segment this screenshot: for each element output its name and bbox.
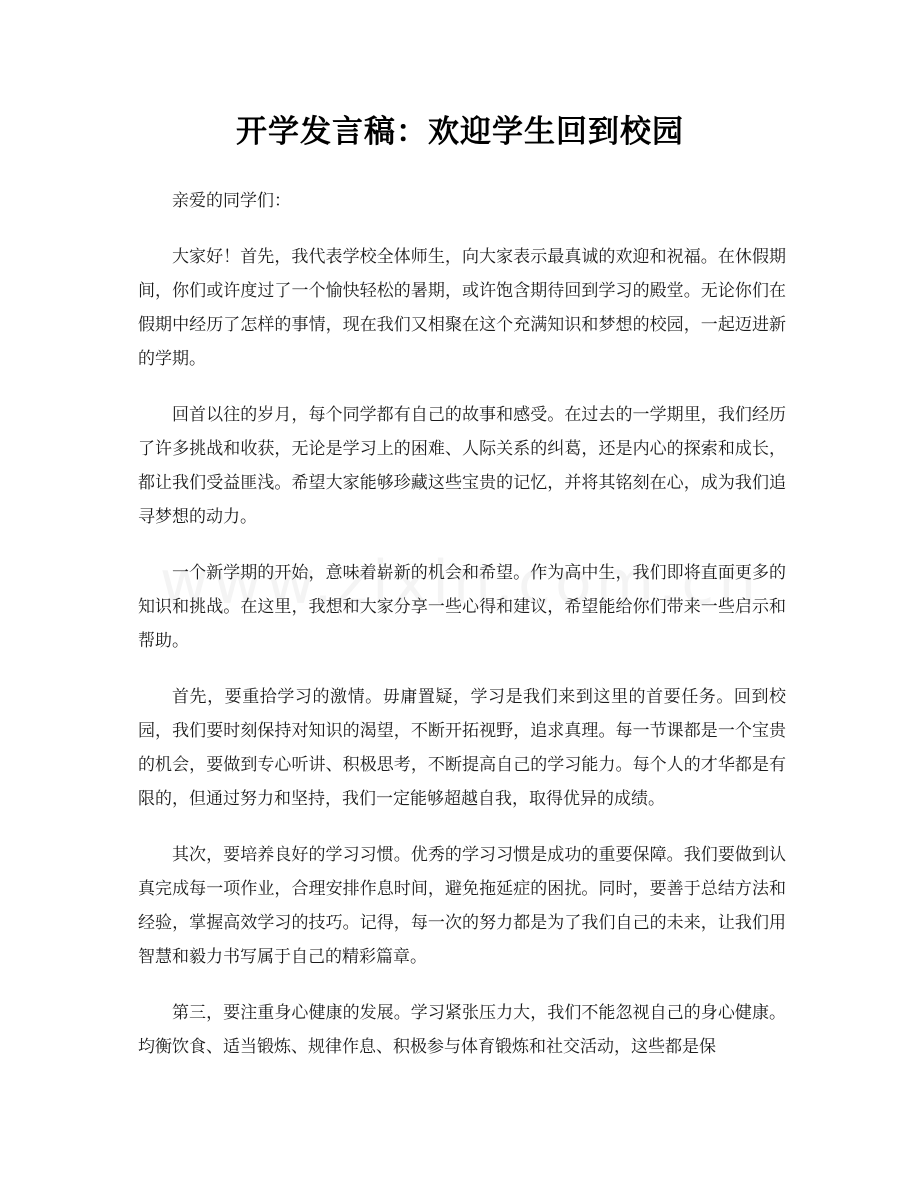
body-paragraph: 其次，要培养良好的学习习惯。优秀的学习习惯是成功的重要保障。我们要做到认真完成每一项作业，合理安排作息时间，避免拖延症的困扰。同时，要善于总结方法和经验，掌握高效学习的技巧。记得，每一次的努力都是为了我们自己的未来，让我们用智慧和毅力书写属于自己的精彩篇章。 — [138, 845, 786, 967]
document-title: 开学发言稿：欢迎学生回到校园 — [236, 114, 684, 150]
document-body — [138, 184, 786, 1086]
body-paragraph: 第三，要注重身心健康的发展。学习紧张压力大，我们不能忽视自己的身心健康。均衡饮食、适当锻炼、规律作息、积极参与体育锻炼和社交活动，这些都是保 — [138, 1003, 786, 1057]
greeting-paragraph: 亲爱的同学们： — [172, 191, 291, 211]
body-paragraph: 首先，要重拾学习的激情。毋庸置疑，学习是我们来到这里的首要任务。回到校园，我们要时刻保持对知识的渴望，不断开拓视野，追求真理。每一节课都是一个宝贵的机会，要做到专心听讲、积极思考，不断提高自己的学习能力。每个人的才华都是有限的，但通过努力和坚持，我们一定能够超越自我，取得优异的成绩。 — [138, 687, 786, 809]
body-paragraph: 回首以往的岁月，每个同学都有自己的故事和感受。在过去的一学期里，我们经历了许多挑战和收获，无论是学习上的困难、人际关系的纠葛，还是内心的探索和成长，都让我们受益匪浅。希望大家能够珍藏这些宝贵的记忆，并将其铭刻在心，成为我们追寻梦想的动力。 — [138, 405, 786, 527]
body-paragraph: 大家好！首先，我代表学校全体师生，向大家表示最真诚的欢迎和祝福。在休假期间，你们或许度过了一个愉快轻松的暑期，或许饱含期待回到学习的殿堂。无论你们在假期中经历了怎样的事情，现在我们又相聚在这个充满知识和梦想的校园，一起迈进新的学期。 — [138, 247, 786, 369]
body-paragraph: 一个新学期的开始，意味着崭新的机会和希望。作为高中生，我们即将直面更多的知识和挑战。在这里，我想和大家分享一些心得和建议，希望能给你们带来一些启示和帮助。 — [138, 563, 786, 651]
